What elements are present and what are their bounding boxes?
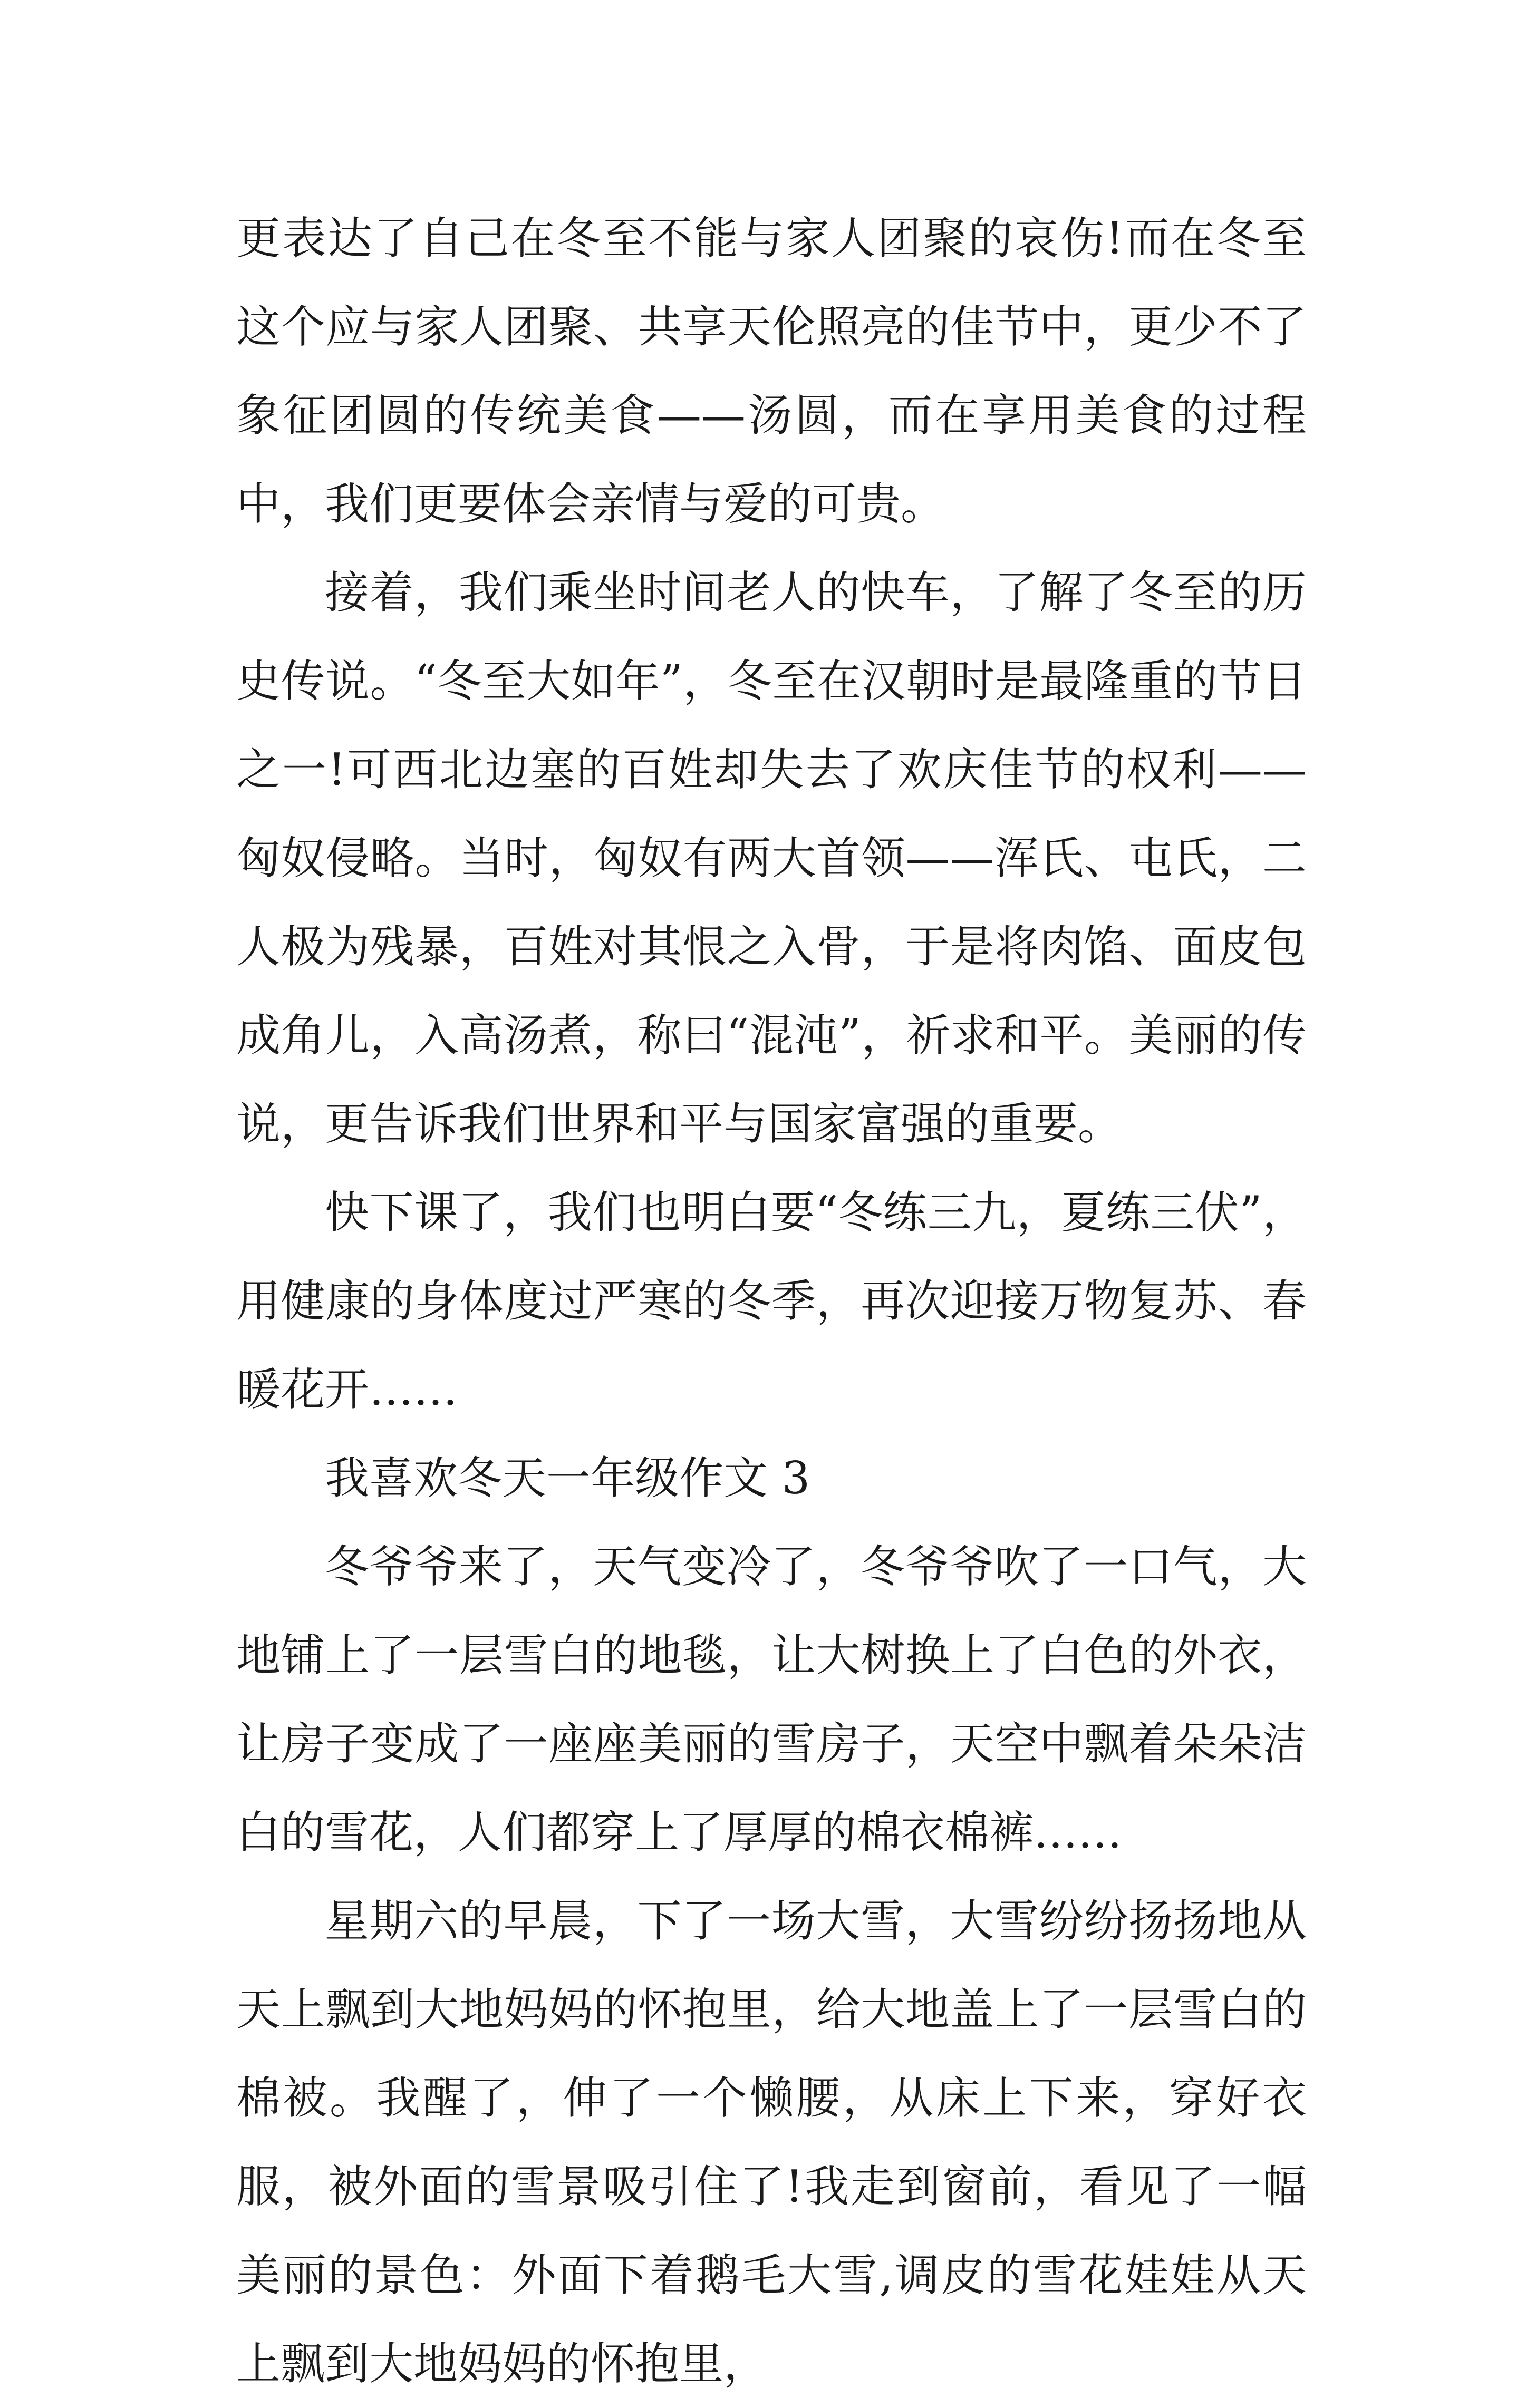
paragraph-winter-solstice-legend: 接着，我们乘坐时间老人的快车，了解了冬至的历史传说。“冬至大如年”，冬至在汉朝时是最隆重的节日之一!可西北边塞的百姓却失去了欢庆佳节的权利——匈奴侵略。当时，匈奴有两大首领——浑氏、屯氏，二人极为残暴，百姓对其恨之入骨，于是将肉馅、面皮包成角儿，入高汤煮，称曰“混沌”，祈求和平。美丽的传说，更告诉我们世界和平与国家富强的重要。 <box>236 567 1307 1150</box>
paragraph-continued: 更表达了自己在冬至不能与家人团聚的哀伤!而在冬至这个应与家人团聚、共享天伦照亮的佳节中，更少不了象征团圆的传统美食——汤圆，而在享用美食的过程中，我们更要体会亲情与爱的可贵。 <box>236 212 1307 530</box>
paragraph-saturday-snow: 星期六的早晨，下了一场大雪，大雪纷纷扬扬地从天上飘到大地妈妈的怀抱里，给大地盖上了一层雪白的棉被。我醒了，伸了一个懒腰，从床上下来，穿好衣服，被外面的雪景吸引住了!我走到窗前，看见了一幅美丽的景色：外面下着鹅毛大雪,调皮的雪花娃娃从天上飘到大地妈妈的怀抱里， <box>236 1895 1307 2390</box>
essay-heading: 我喜欢冬天一年级作文 3 <box>325 1452 810 1504</box>
paragraph-class-ending: 快下课了，我们也明白要“冬练三九，夏练三伏”，用健康的身体度过严寒的冬季，再次迎接万物复苏、春暖花开…… <box>236 1187 1307 1415</box>
document-body <box>236 194 1307 2408</box>
paragraph-grandpa-winter: 冬爷爷来了，天气变冷了，冬爷爷吹了一口气，大地铺上了一层雪白的地毯，让大树换上了白色的外衣，让房子变成了一座座美丽的雪房子，天空中飘着朵朵洁白的雪花，人们都穿上了厚厚的棉衣棉裤…… <box>236 1541 1307 1858</box>
